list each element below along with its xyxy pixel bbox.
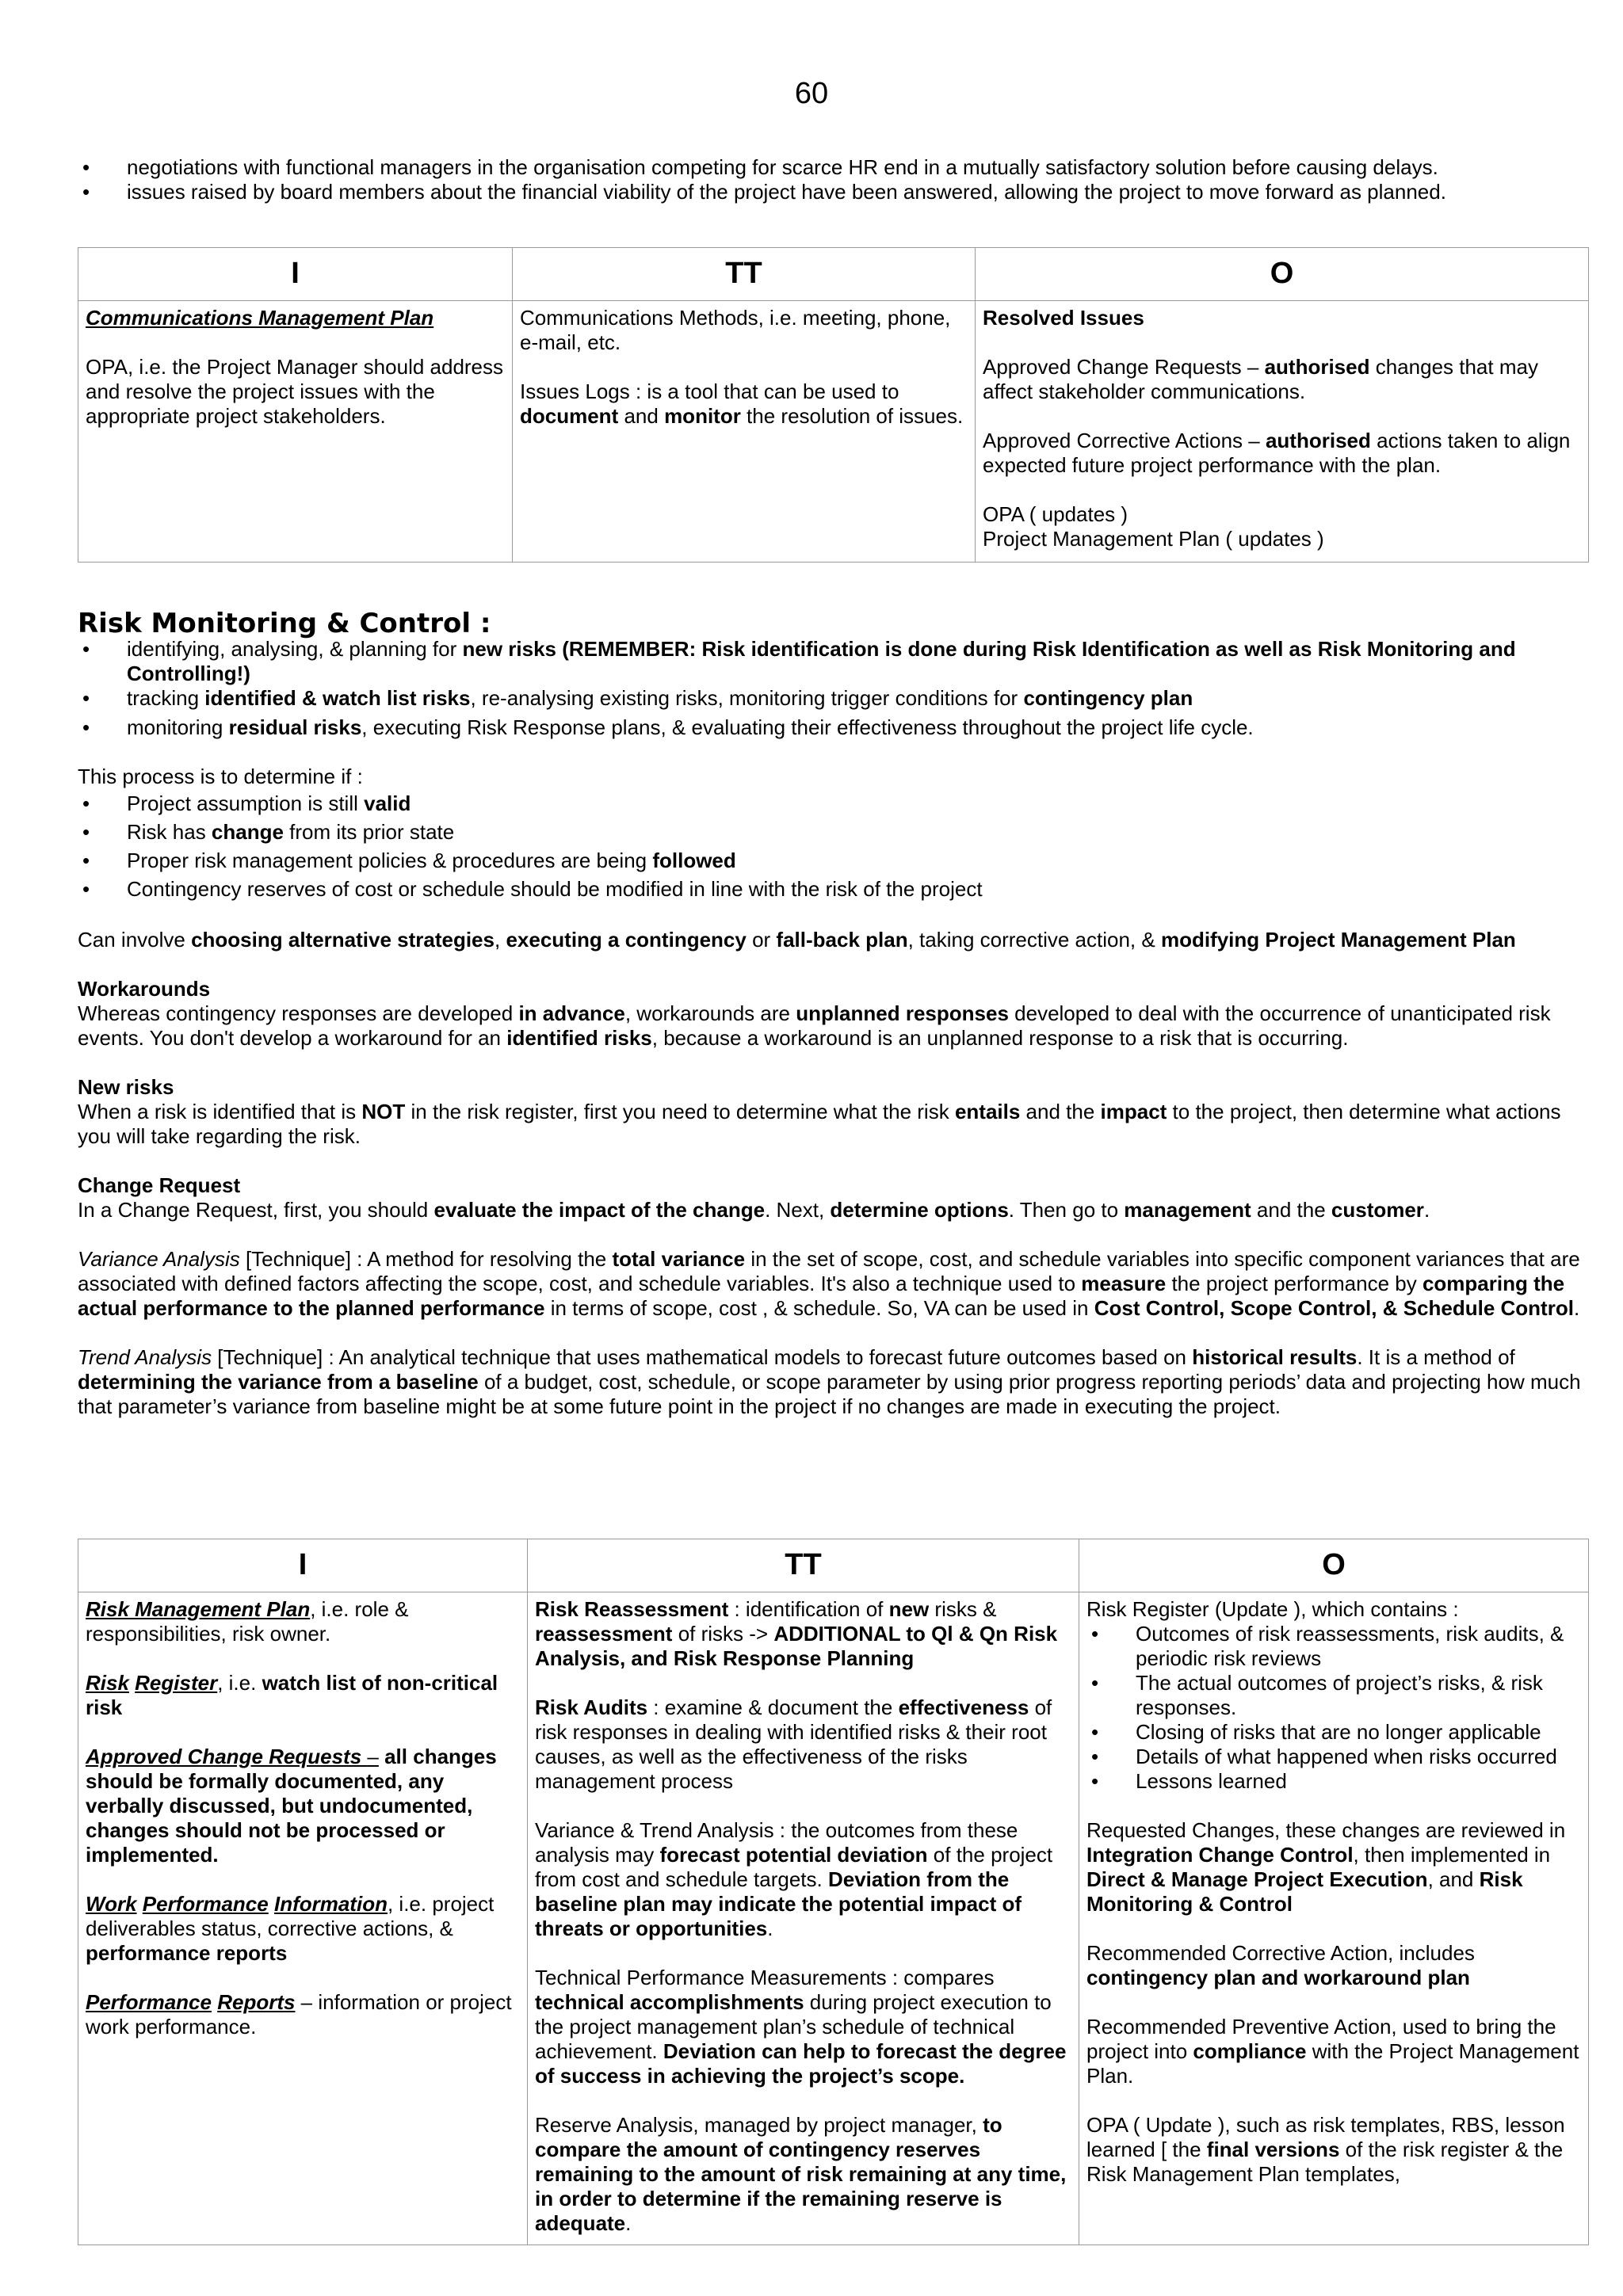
risk-management-plan-text: Risk Management Plan, i.e. role & responsibilities, risk owner. — [86, 1597, 409, 1646]
opa-text: OPA, i.e. the Project Manager should address and resolve the project issues with the appropriate project stakeholders. — [86, 355, 504, 428]
variance-trend-text: Variance & Trend Analysis : the outcomes from these analysis may forecast potential deviation of the project from cost and schedule targets. Deviation from the baseline plan may indicate the potential impact of threats or opportunities. — [535, 1818, 1053, 1940]
header-outputs: O — [976, 248, 1589, 301]
change-request-paragraph: In a Change Request, first, you should evaluate the impact of the change. Next, determine options. Then go to management and the customer. — [78, 1198, 1430, 1222]
work-performance-info-text: Work Performance Information, i.e. project deliverables status, corrective actions, & performance reports — [86, 1892, 495, 1965]
list-item: • Project assumption is still valid — [78, 789, 1591, 818]
table-header-row — [78, 248, 1589, 301]
technical-performance-text: Technical Performance Measurements : compares technical accomplishments during project execution to the project management plan’s schedule of technical achievement. Deviation can help to forecast the degree of success in achieving the project’s scope. — [535, 1966, 1067, 2088]
reserve-analysis-text: Reserve Analysis, managed by project manager, to compare the amount of contingency reserves remaining to the amount of risk remaining at any time, in order to determine if the remaining reserve is adequate. — [535, 2113, 1067, 2235]
header-tools: TT — [528, 1539, 1079, 1592]
inputs-cell — [78, 1592, 528, 2245]
table-header-row — [78, 1539, 1589, 1592]
workarounds-heading: Workarounds — [78, 977, 211, 1001]
list-item: • Proper risk management policies & procedures are being followed — [78, 846, 1591, 875]
tools-cell — [528, 1592, 1079, 2245]
list-item: • negotiations with functional managers in the organisation competing for scarce HR end in a mutually satisfactory solution before causing delays. — [78, 155, 1591, 180]
approved-change-requests-text: Approved Change Requests – authorised changes that may affect stakeholder communications. — [983, 355, 1538, 403]
variance-analysis-paragraph: Variance Analysis [Technique] : A method for resolving the total variance in the set of scope, cost, and schedule variables into specific component variances that are associated with defined factors affecting the scope, cost, and schedule variables. It's also a technique used to measure the project performance by comparing the actual performance to the planned performance in terms of scope, cost , & schedule. So, VA can be used in Cost Control, Scope Control, & Schedule Control. — [78, 1247, 1580, 1320]
risk-reassessment-text: Risk Reassessment : identification of new risks & reassessment of risks -> ADDITIONAL to Ql & Qn Risk Analysis, and Risk Response Planning — [535, 1597, 1058, 1670]
header-tools: TT — [513, 248, 976, 301]
risk-bullet-list — [78, 637, 1591, 740]
list-item: • Outcomes of risk reassessments, risk audits, & periodic risk reviews — [1086, 1622, 1581, 1671]
approved-corrective-actions-text: Approved Corrective Actions – authorised actions taken to align expected future project performance with the plan. — [983, 429, 1571, 477]
header-inputs: I — [78, 1539, 528, 1592]
new-risks-paragraph: When a risk is identified that is NOT in the risk register, first you need to determine what the risk entails and the impact to the project, then determine what actions you will take regarding the risk. — [78, 1100, 1561, 1148]
list-item: • The actual outcomes of project’s risks, & risk responses. — [1086, 1671, 1581, 1720]
recommended-corrective-action-text: Recommended Corrective Action, includes contingency plan and workaround plan — [1086, 1941, 1475, 1989]
change-request-heading: Change Request — [78, 1173, 241, 1197]
can-involve-paragraph: Can involve choosing alternative strategies, executing a contingency or fall-back plan, taking corrective action, & modifying Project Management Plan — [78, 928, 1516, 952]
opa-updates-text: OPA ( updates ) — [983, 502, 1128, 526]
list-item: • Risk has change from its prior state — [78, 818, 1591, 846]
comm-methods-text: Communications Methods, i.e. meeting, phone, e-mail, etc. — [520, 306, 951, 354]
pmp-updates-text: Project Management Plan ( updates ) — [983, 527, 1324, 551]
list-item: • tracking identified & watch list risks, re-analysing existing risks, monitoring trigger conditions for contingency plan — [78, 686, 1591, 711]
recommended-preventive-action-text: Recommended Preventive Action, used to bring the project into compliance with the Project Management Plan. — [1086, 2015, 1579, 2088]
trend-analysis-paragraph: Trend Analysis [Technique] : An analytical technique that uses mathematical models to forecast future outcomes based on historical results. It is a method of determining the variance from a baseline of a budget, cost, schedule, or scope parameter by using prior progress reporting periods’ data and projecting how much that parameter’s variance from baseline might be at some future point in the project if no changes are made in executing the project. — [78, 1345, 1581, 1418]
list-item: • identifying, analysing, & planning for new risks (REMEMBER: Risk identification is done during Risk Identification as well as Risk Monitoring and Controlling!) — [78, 637, 1591, 686]
header-inputs: I — [78, 248, 513, 301]
list-item: • monitoring residual risks, executing Risk Response plans, & evaluating their effectiveness throughout the project life cycle. — [78, 715, 1591, 740]
section-heading: Risk Monitoring & Control : — [78, 608, 491, 639]
risk-register-contents-list — [1086, 1622, 1581, 1794]
determine-intro: This process is to determine if : — [78, 765, 363, 788]
outputs-cell — [1079, 1592, 1589, 2245]
communications-ito-table — [78, 247, 1589, 563]
approved-change-requests-text: Approved Change Requests – all changes should be formally documented, any verbally discussed, but undocumented, changes should not be processed or implemented. — [86, 1745, 497, 1867]
table-row — [78, 301, 1589, 563]
list-item: • Closing of risks that are no longer applicable — [1086, 1720, 1581, 1745]
intro-bullet-list — [78, 155, 1591, 204]
header-outputs: O — [1079, 1539, 1589, 1592]
new-risks-heading: New risks — [78, 1075, 174, 1099]
workarounds-paragraph: Whereas contingency responses are developed in advance, workarounds are unplanned responses developed to deal with the occurrence of unanticipated risk events. You don't develop a workaround for an identified risks, because a workaround is an unplanned response to a risk that is occurring. — [78, 1001, 1551, 1050]
performance-reports-text: Performance Reports – information or project work performance. — [86, 1990, 512, 2039]
risk-audits-text: Risk Audits : examine & document the effectiveness of risk responses in dealing with identified risks & their root causes, as well as the effectiveness of the risks management process — [535, 1695, 1052, 1793]
risk-register-update-text: Risk Register (Update ), which contains : — [1086, 1597, 1459, 1621]
risk-register-text: Risk Register, i.e. watch list of non-critical risk — [86, 1671, 498, 1719]
list-item: • issues raised by board members about the financial viability of the project have been answered, allowing the project to move forward as planned. — [78, 180, 1591, 204]
risk-ito-table — [78, 1539, 1589, 2245]
comm-plan-label: Communications Management Plan — [86, 306, 434, 330]
outputs-cell — [976, 301, 1589, 563]
tools-cell — [513, 301, 976, 563]
resolved-issues-label: Resolved Issues — [983, 306, 1144, 330]
inputs-cell — [78, 301, 513, 563]
list-item: • Contingency reserves of cost or schedule should be modified in line with the risk of the project — [78, 875, 1591, 903]
opa-update-text: OPA ( Update ), such as risk templates, RBS, lesson learned [ the final versions of the risk register & the Risk Management Plan templates, — [1086, 2113, 1565, 2186]
list-item: • Lessons learned — [1086, 1769, 1581, 1794]
determine-bullet-list — [78, 789, 1591, 903]
risk-section — [78, 607, 1591, 1419]
page-number: 60 — [794, 77, 829, 110]
issues-logs-text: Issues Logs : is a tool that can be used to document and monitor the resolution of issues. — [520, 379, 964, 428]
requested-changes-text: Requested Changes, these changes are reviewed in Integration Change Control, then implemented in Direct & Manage Project Execution, and Risk Monitoring & Control — [1086, 1818, 1566, 1916]
table-row — [78, 1592, 1589, 2245]
list-item: • Details of what happened when risks occurred — [1086, 1745, 1581, 1769]
